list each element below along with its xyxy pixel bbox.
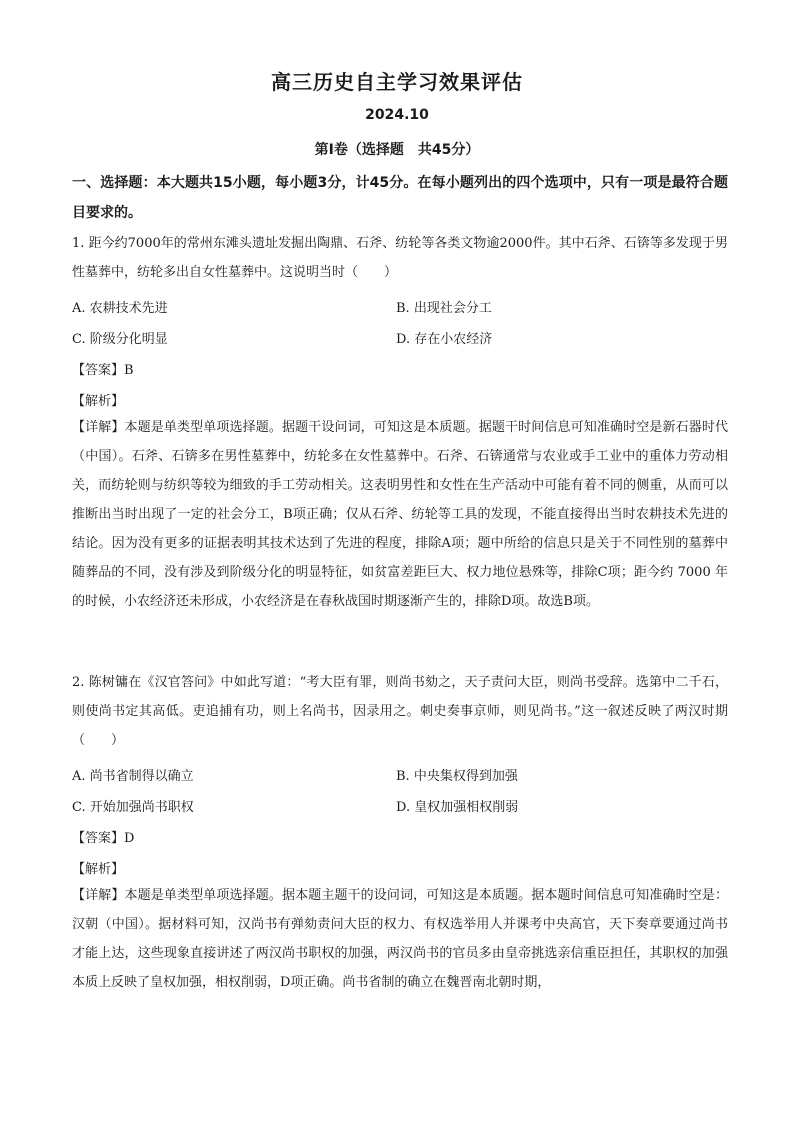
part-heading: 第Ⅰ卷（选择题 共45分）: [314, 142, 480, 158]
question-2-analysis-label: 【解析】: [72, 862, 125, 877]
question-2-detail: 【详解】本题是单类型单项选择题。据本题主题干的设问词，可知这是本质题。据本题时间信息可知准确时空是：汉朝（中国）。据材料可知，汉尚书有弹劾责问大臣的权力、有权选举用人并课考中央高官，天下奏章要通过尚书才能上达，这些现象直接讲述了两汉尚书职权的加强，两汉尚书的官员多由皇帝挑选亲信重臣担任，其职权的加强本质上反映了皇权加强，相权削弱，D项正确。尚书省制的确立在魏晋南北朝时期，: [72, 888, 728, 990]
question-2-option-d: D. 皇权加强相权削弱: [396, 800, 519, 815]
question-1-analysis-label: 【解析】: [72, 394, 125, 409]
section-instructions: 一、选择题：本大题共15小题，每小题3分，计45分。在每小题列出的四个选项中，只有一项是最符合题目要求的。: [72, 175, 728, 221]
question-2-option-b: B. 中央集权得到加强: [396, 769, 518, 784]
question-2-option-a: A. 尚书省制得以确立: [72, 769, 194, 784]
question-1-option-d: D. 存在小农经济: [396, 332, 493, 347]
question-1-option-b: B. 出现社会分工: [396, 301, 492, 316]
exam-date: 2024.10: [365, 107, 429, 123]
question-1-option-c: C. 阶级分化明显: [72, 332, 168, 347]
page-title: 高三历史自主学习效果评估: [271, 70, 523, 94]
question-1-option-a: A. 农耕技术先进: [72, 301, 168, 316]
question-2-answer: 【答案】D: [72, 831, 135, 846]
question-2-stem: 2. 陈树镛在《汉官答问》中如此写道：“考大臣有罪，则尚书劾之，天子责问大臣，则尚书受辞。选第中二千石，则使尚书定其高低。吏追捕有功，则上名尚书，因录用之。刺史奏事京师，则见尚书。”这一叙述反映了两汉时期（ ）: [72, 675, 728, 748]
question-1-detail: 【详解】本题是单类型单项选择题。据题干设问词，可知这是本质题。据题干时间信息可知准确时空是新石器时代（中国）。石斧、石锛多在男性墓葬中，纺轮多在女性墓葬中。石斧、石锛通常与农业或手工业中的重体力劳动相关，而纺轮则与纺织等较为细致的手工劳动相关。这表明男性和女性在生产活动中可能有着不同的侧重，从而可以推断出当时出现了一定的社会分工，B项正确；仅从石斧、纺轮等工具的发现，不能直接得出当时农耕技术先进的结论。因为没有更多的证据表明其技术达到了先进的程度，排除A项；题中所给的信息只是关于不同性别的墓葬中随葬品的不同，没有涉及到阶级分化的明显特征，如贫富差距巨大、权力地位悬殊等，排除C项；距今约 7000 年的时候，小农经济还未形成，小农经济是在春秋战国时期逐渐产生的，排除D项。故选B项。: [72, 420, 728, 609]
question-1-stem: 1. 距今约7000年的常州东滩头遗址发掘出陶鼎、石斧、纺轮等各类文物逾2000件。其中石斧、石锛等多发现于男性墓葬中，纺轮多出自女性墓葬中。这说明当时（ ）: [72, 236, 728, 280]
question-2-option-c: C. 开始加强尚书职权: [72, 800, 194, 815]
question-1-answer: 【答案】B: [72, 363, 134, 378]
